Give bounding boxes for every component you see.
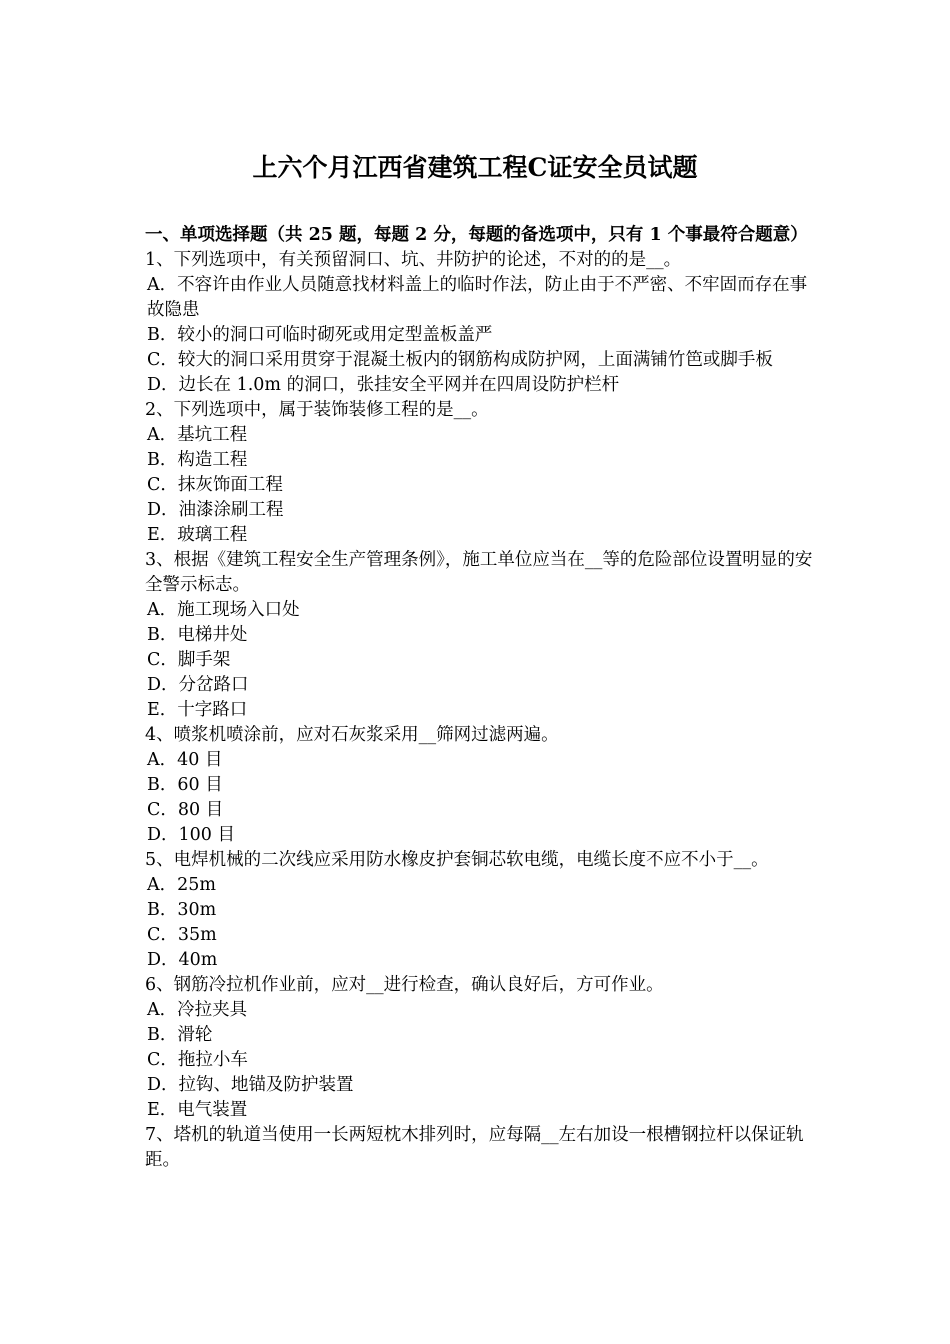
- answer-option: D．100 目: [147, 825, 235, 845]
- question-block: [145, 973, 820, 1123]
- answer-option: E．电气装置: [147, 1100, 248, 1120]
- answer-option: E．十字路口: [147, 700, 248, 720]
- question-stem: 2、下列选项中，属于装饰装修工程的是__。: [145, 400, 489, 420]
- answer-option: C．抹灰饰面工程: [147, 475, 283, 495]
- answer-option: C．80 目: [147, 800, 224, 820]
- question-block: [145, 248, 820, 398]
- answer-option: A．基坑工程: [147, 425, 248, 445]
- answer-option: A．不容许由作业人员随意找材料盖上的临时作法，防止由于不严密、不牢固而存在事故隐患: [147, 275, 808, 320]
- answer-option: B．电梯井处: [147, 625, 248, 645]
- question-block: [145, 548, 820, 723]
- section-heading: 一、单项选择题（共 25 题，每题 2 分，每题的备选项中，只有 1 个事最符合题意）: [145, 225, 808, 245]
- question-list: [145, 248, 820, 1173]
- answer-option: B．构造工程: [147, 450, 248, 470]
- answer-option: B．30m: [147, 900, 217, 920]
- answer-option: D．分岔路口: [147, 675, 249, 695]
- answer-option: B．较小的洞口可临时砌死或用定型盖板盖严: [147, 325, 493, 345]
- document-title: 上六个月江西省建筑工程C证安全员试题: [252, 153, 698, 182]
- answer-option: B．滑轮: [147, 1025, 213, 1045]
- answer-option: A．40 目: [147, 750, 223, 770]
- question-stem: 3、根据《建筑工程安全生产管理条例》，施工单位应当在__等的危险部位设置明显的安全警示标志。: [145, 550, 813, 595]
- answer-option: D．油漆涂刷工程: [147, 500, 284, 520]
- answer-option: C．35m: [147, 925, 217, 945]
- question-block: [145, 398, 820, 548]
- answer-option: C．脚手架: [147, 650, 231, 670]
- answer-option: C．拖拉小车: [147, 1050, 248, 1070]
- answer-option: D．拉钩、地锚及防护装置: [147, 1075, 354, 1095]
- answer-option: A．施工现场入口处: [147, 600, 300, 620]
- answer-option: C．较大的洞口采用贯穿于混凝土板内的钢筋构成防护网，上面满铺竹笆或脚手板: [147, 350, 773, 370]
- question-stem: 1、下列选项中，有关预留洞口、坑、井防护的论述，不对的的是__。: [145, 250, 682, 270]
- answer-option: D．边长在 1.0m 的洞口，张挂安全平网并在四周设防护栏杆: [147, 375, 620, 395]
- question-block: [145, 723, 820, 848]
- question-block: [145, 848, 820, 973]
- answer-option: A．冷拉夹具: [147, 1000, 248, 1020]
- question-stem: 6、钢筋冷拉机作业前，应对__进行检查，确认良好后，方可作业。: [145, 975, 664, 995]
- document-body: [145, 223, 820, 1173]
- answer-option: B．60 目: [147, 775, 223, 795]
- question-block: [145, 1123, 820, 1173]
- question-stem: 4、喷浆机喷涂前，应对石灰浆采用__筛网过滤两遍。: [145, 725, 559, 745]
- answer-option: A．25m: [147, 875, 217, 895]
- question-stem: 7、塔机的轨道当使用一长两短枕木排列时，应每隔__左右加设一根槽钢拉杆以保证轨距。: [145, 1125, 804, 1170]
- question-stem: 5、电焊机械的二次线应采用防水橡皮护套铜芯软电缆，电缆长度不应不小于__。: [145, 850, 769, 870]
- answer-option: D．40m: [147, 950, 218, 970]
- answer-option: E．玻璃工程: [147, 525, 248, 545]
